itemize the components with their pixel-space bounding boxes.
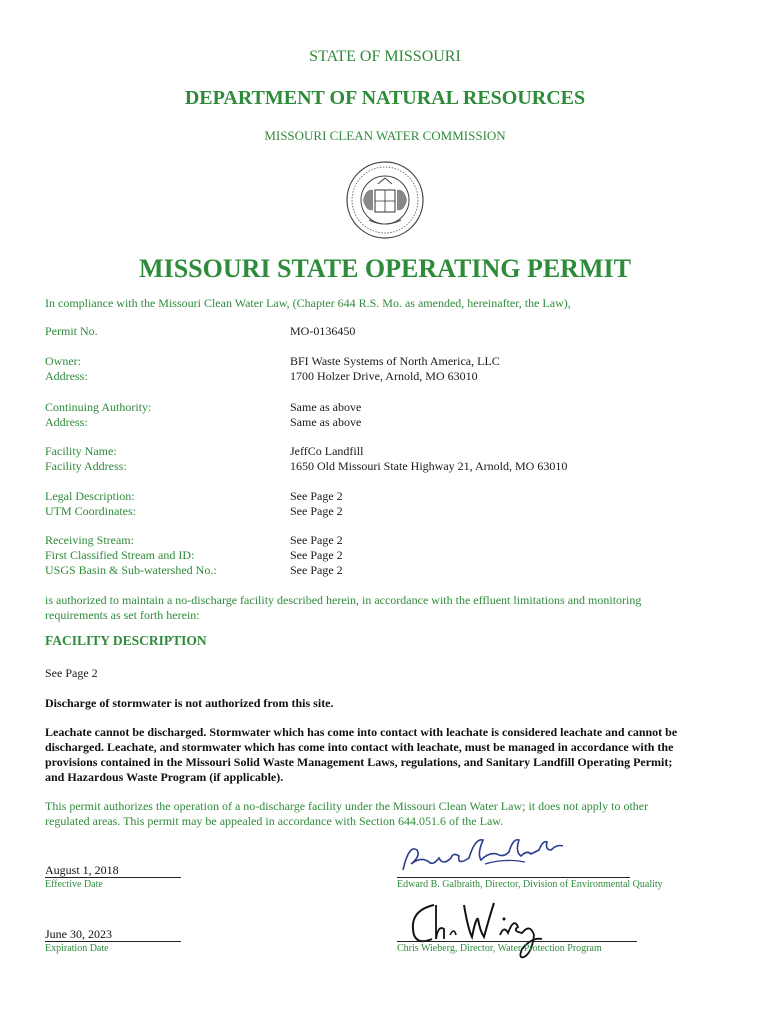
usgs-basin-label: USGS Basin & Sub-watershed No.: <box>45 563 217 577</box>
legal-description-label: Legal Description: <box>45 489 135 503</box>
facility-see-page: See Page 2 <box>45 666 98 680</box>
effective-date-line <box>45 877 181 878</box>
permit-no-label: Permit No. <box>45 324 98 338</box>
permit-no-value: MO-0136450 <box>290 324 356 338</box>
authorized-text-line-2: requirements as set forth herein: <box>45 608 200 622</box>
expiration-date-label: Expiration Date <box>45 943 109 954</box>
leachate-line-2: discharged. Leachate, and stormwater which has come into contact with leachate, must be managed in accordance with the <box>45 740 674 754</box>
commission-heading: MISSOURI CLEAN WATER COMMISSION <box>264 128 506 143</box>
usgs-basin-value: See Page 2 <box>290 563 343 577</box>
continuing-authority-label: Continuing Authority: <box>45 400 152 414</box>
stormwater-notice: Discharge of stormwater is not authorized from this site. <box>45 696 334 710</box>
leachate-line-4: and Hazardous Waste Program (if applicable). <box>45 770 284 784</box>
permit-title: MISSOURI STATE OPERATING PERMIT <box>139 254 631 283</box>
facility-address-label: Facility Address: <box>45 459 127 473</box>
first-classified-stream-value: See Page 2 <box>290 548 343 562</box>
signature-galbraith <box>395 838 635 880</box>
facility-description-heading: FACILITY DESCRIPTION <box>45 633 207 648</box>
utm-coordinates-value: See Page 2 <box>290 504 343 518</box>
permit-authorizes-line-2: regulated areas. This permit may be appealed in accordance with Section 644.051.6 of the Law. <box>45 814 504 828</box>
effective-date-label: Effective Date <box>45 879 103 890</box>
owner-address-label: Address: <box>45 369 88 383</box>
director-1-caption: Edward B. Galbraith, Director, Division of Environmental Quality <box>397 879 663 890</box>
ca-address-value: Same as above <box>290 415 362 429</box>
facility-name-value: JeffCo Landfill <box>290 444 364 458</box>
leachate-line-3: provisions contained in the Missouri Solid Waste Management Laws, regulations, and Sanitary Landfill Operating Permit; <box>45 755 673 769</box>
authorized-text-line-1: is authorized to maintain a no-discharge facility described herein, in accordance with the effluent limitations and monitoring <box>45 593 642 607</box>
facility-address-value: 1650 Old Missouri State Highway 21, Arnold, MO 63010 <box>290 459 568 473</box>
state-heading: STATE OF MISSOURI <box>309 48 461 65</box>
expiration-date-value: June 30, 2023 <box>45 927 112 941</box>
receiving-stream-value: See Page 2 <box>290 533 343 547</box>
utm-coordinates-label: UTM Coordinates: <box>45 504 136 518</box>
signature-line-1 <box>397 877 630 878</box>
ca-address-label: Address: <box>45 415 88 429</box>
effective-date-value: August 1, 2018 <box>45 863 119 877</box>
permit-authorizes-line-1: This permit authorizes the operation of a no-discharge facility under the Missouri Clean Water Law; it does not apply to other <box>45 799 649 813</box>
facility-name-label: Facility Name: <box>45 444 117 458</box>
expiration-date-line <box>45 941 181 942</box>
leachate-line-1: Leachate cannot be discharged. Stormwater which has come into contact with leachate is considered leachate and cannot be <box>45 725 678 739</box>
department-heading: DEPARTMENT OF NATURAL RESOURCES <box>184 87 586 109</box>
state-seal-icon <box>345 160 425 240</box>
owner-address-value: 1700 Holzer Drive, Arnold, MO 63010 <box>290 369 478 383</box>
legal-description-value: See Page 2 <box>290 489 343 503</box>
director-2-caption: Chris Wieberg, Director, Water Protection Program <box>397 943 602 954</box>
signature-line-2 <box>397 941 637 942</box>
owner-label: Owner: <box>45 354 81 368</box>
owner-value: BFI Waste Systems of North America, LLC <box>290 354 500 368</box>
first-classified-stream-label: First Classified Stream and ID: <box>45 548 195 562</box>
compliance-text: In compliance with the Missouri Clean Water Law, (Chapter 644 R.S. Mo. as amended, hereinafter, the Law), <box>45 296 571 310</box>
continuing-authority-value: Same as above <box>290 400 362 414</box>
signature-wieberg <box>400 895 570 965</box>
receiving-stream-label: Receiving Stream: <box>45 533 134 547</box>
